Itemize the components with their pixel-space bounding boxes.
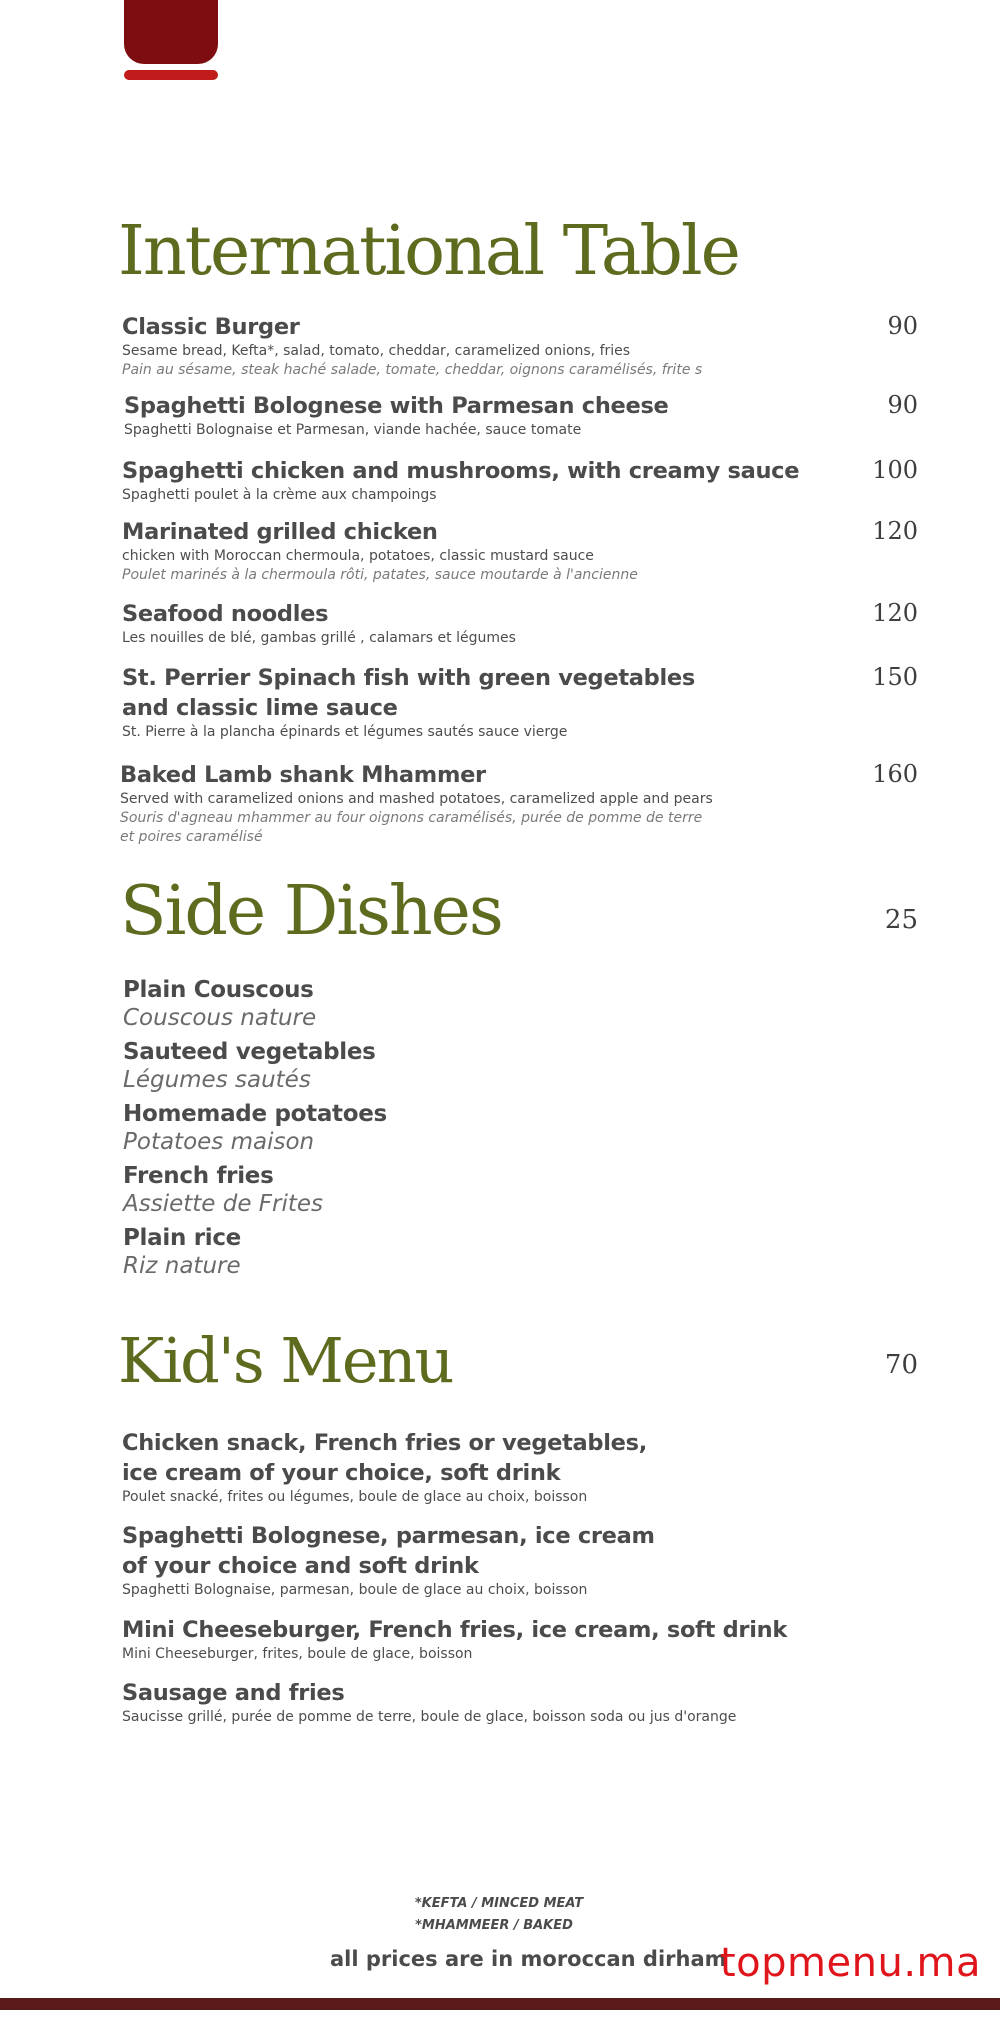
side-dish-name: Plain Couscous [123, 977, 314, 1003]
kids-item-chicken-snack [122, 1428, 802, 1507]
item-price: 100 [872, 456, 918, 484]
menu-item-spaghetti-chicken [122, 456, 802, 505]
item-description: Les nouilles de blé, gambas grillé , calamars et légumes [122, 630, 516, 646]
item-description: St. Pierre à la plancha épinards et légumes sautés sauce vierge [122, 724, 568, 740]
item-name-line2: of your choice and soft drink [122, 1553, 479, 1579]
section-title-kids: Kid's Menu [118, 1324, 453, 1397]
restaurant-logo [124, 0, 218, 64]
section-title-international: International Table [118, 212, 739, 291]
item-name-line2: ice cream of your choice, soft drink [122, 1460, 561, 1486]
item-name: Spaghetti Bolognese with Parmesan cheese [124, 393, 669, 419]
item-price: 90 [887, 391, 918, 419]
side-dish-name: Plain rice [123, 1225, 241, 1251]
bottom-divider [0, 1998, 1000, 2010]
item-description: Spaghetti Bolognaise, parmesan, boule de glace au choix, boisson [122, 1582, 588, 1598]
item-name: Spaghetti chicken and mushrooms, with creamy sauce [122, 458, 800, 484]
logo-underline [124, 70, 218, 80]
item-name: Sausage and fries [122, 1680, 345, 1706]
side-dish-rice [123, 1224, 241, 1280]
side-dish-couscous [123, 976, 316, 1032]
side-dish-vegetables [123, 1038, 376, 1094]
item-price: 120 [872, 517, 918, 545]
side-dish-name-fr: Couscous nature [123, 1005, 317, 1031]
side-dish-name: Sauteed vegetables [123, 1039, 376, 1065]
item-price: 160 [872, 760, 918, 788]
item-description: Saucisse grillé, purée de pomme de terre, boule de glace, boisson soda ou jus d'orange [122, 1709, 737, 1725]
section-price-sides: 25 [884, 905, 918, 935]
item-description: Sesame bread, Kefta*, salad, tomato, cheddar, caramelized onions, fries [122, 343, 631, 359]
item-name: Classic Burger [122, 314, 300, 340]
side-dish-potatoes [123, 1100, 387, 1156]
side-dish-name-fr: Riz nature [123, 1253, 241, 1279]
side-dish-name-fr: Potatoes maison [123, 1129, 315, 1155]
kids-item-cheeseburger [122, 1615, 802, 1664]
item-name: Spaghetti Bolognese, parmesan, ice cream [122, 1523, 655, 1549]
side-dish-name: French fries [123, 1163, 274, 1189]
item-name: Seafood noodles [122, 601, 329, 627]
item-description: Spaghetti Bolognaise et Parmesan, viande hachée, sauce tomate [124, 422, 582, 438]
item-description-fr: Souris d'agneau mhammer au four oignons caramélisés, purée de pomme de terre [120, 810, 703, 826]
menu-item-seafood-noodles [122, 599, 802, 648]
item-description-fr: Poulet marinés à la chermoula rôti, patates, sauce moutarde à l'ancienne [122, 567, 638, 583]
kids-item-spaghetti [122, 1521, 802, 1600]
item-name: Baked Lamb shank Mhammer [120, 762, 486, 788]
side-dish-fries [123, 1162, 323, 1218]
menu-item-lamb-shank [120, 760, 800, 847]
menu-item-classic-burger [122, 312, 802, 380]
item-name-line2: and classic lime sauce [122, 695, 398, 721]
item-price: 150 [872, 663, 918, 691]
item-name: Mini Cheeseburger, French fries, ice cream, soft drink [122, 1617, 788, 1643]
section-title-sides: Side Dishes [120, 872, 502, 951]
item-name: St. Perrier Spinach fish with green vegetables [122, 665, 695, 691]
item-description: Mini Cheeseburger, frites, boule de glace, boisson [122, 1646, 473, 1662]
item-description: Poulet snacké, frites ou légumes, boule de glace au choix, boisson [122, 1489, 588, 1505]
menu-item-spaghetti-bolognese [124, 391, 804, 440]
item-description: Served with caramelized onions and mashed potatoes, caramelized apple and pears [120, 791, 713, 807]
menu-item-grilled-chicken [122, 517, 802, 585]
item-description-fr-line2: et poires caramélisé [120, 829, 263, 845]
watermark-logo: topmenu.ma [720, 1940, 982, 1986]
section-price-kids: 70 [884, 1350, 918, 1380]
menu-item-st-pierre-fish [122, 663, 802, 742]
footnote-mhammeer: *MHAMMEER / BAKED [415, 1918, 573, 1933]
item-description: Spaghetti poulet à la crème aux champoings [122, 487, 437, 503]
item-name: Marinated grilled chicken [122, 519, 438, 545]
item-description-fr: Pain au sésame, steak haché salade, tomate, cheddar, oignons caramélisés, frite s [122, 362, 703, 378]
side-dish-name-fr: Légumes sautés [123, 1067, 311, 1093]
footnote-kefta: *KEFTA / MINCED MEAT [414, 1896, 584, 1911]
item-price: 120 [872, 599, 918, 627]
kids-item-sausage [122, 1678, 802, 1727]
side-dish-name-fr: Assiette de Frites [123, 1191, 324, 1217]
item-description: chicken with Moroccan chermoula, potatoes, classic mustard sauce [122, 548, 594, 564]
item-name: Chicken snack, French fries or vegetables, [122, 1430, 647, 1456]
side-dish-name: Homemade potatoes [123, 1101, 387, 1127]
item-price: 90 [887, 312, 918, 340]
currency-note: all prices are in moroccan dirham [330, 1947, 727, 1971]
